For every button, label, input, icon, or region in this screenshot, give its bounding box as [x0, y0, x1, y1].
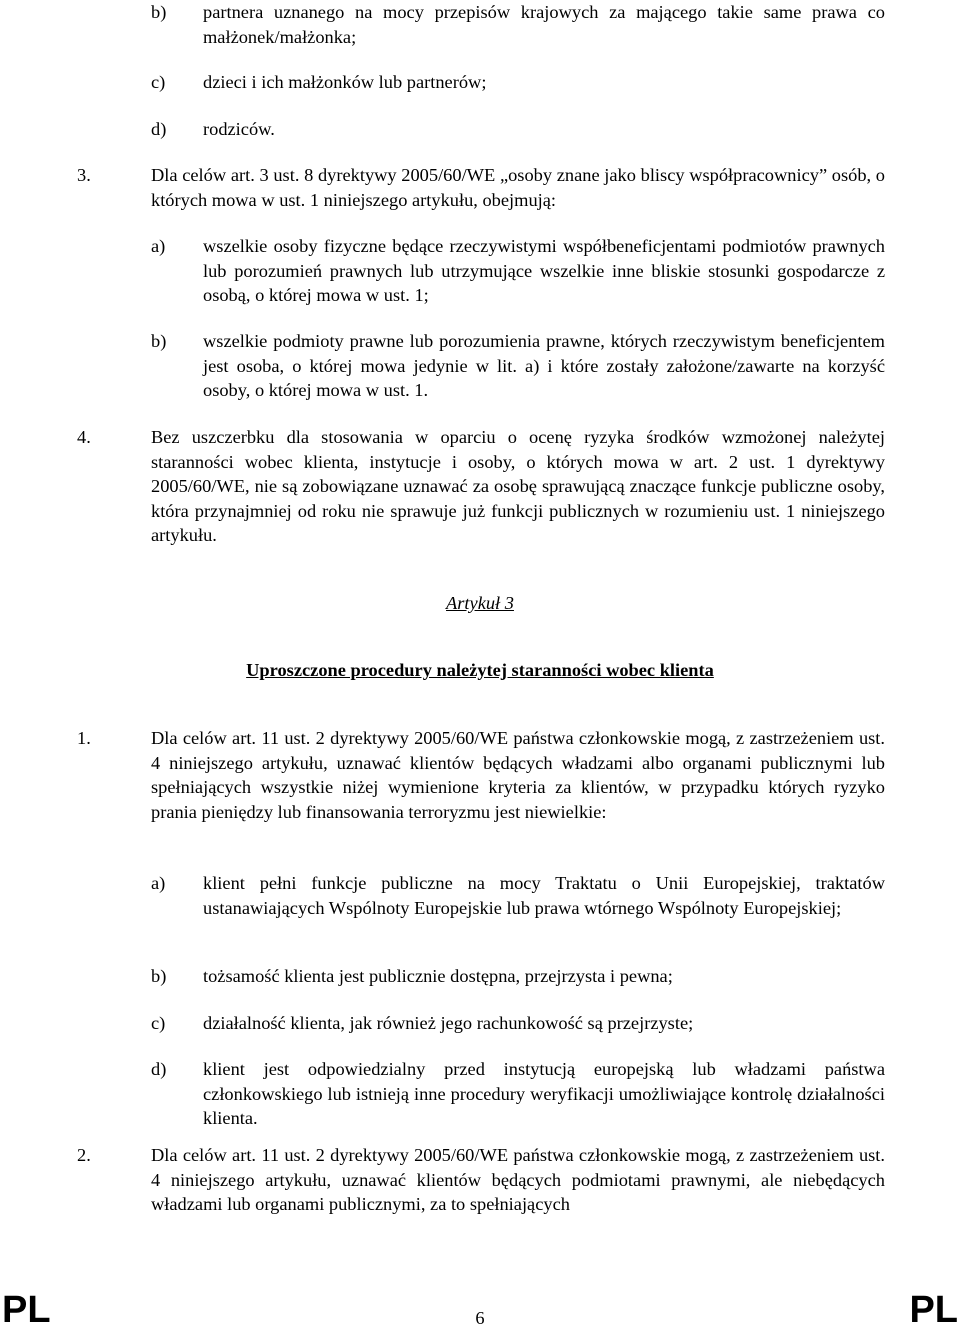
item-text: klient jest odpowiedzialny przed instytucją europejską lub władzami państwa członkowskiego lub istnieją inne procedury weryfikacji umożliwiające kontrolę działalności klienta.: [203, 1059, 885, 1129]
page-number: 6: [475, 1308, 485, 1328]
paragraph-text: Dla celów art. 3 ust. 8 dyrektywy 2005/60/WE „osoby znane jako bliscy współpracownicy” osób, o których mowa w ust. 1 niniejszego artykułu, obejmują:: [151, 165, 885, 210]
item-text: klient pełni funkcje publiczne na mocy Traktatu o Unii Europejskiej, traktatów ustanawiających Wspólnoty Europejskie lub prawa wtórnego Wspólnoty Europejskiej;: [203, 873, 885, 918]
paragraph-number: 2.: [77, 1145, 91, 1165]
item-text: tożsamość klienta jest publicznie dostępna, przejrzysta i pewna;: [203, 966, 673, 986]
item-text: wszelkie podmioty prawne lub porozumienia prawne, których rzeczywistym beneficjentem jest osoba, o której mowa jedynie w lit. a) i które zostały założone/zawarte na korzyść osoby, o której mowa w ust. 1.: [203, 331, 885, 401]
item-text: dzieci i ich małżonków lub partnerów;: [203, 72, 487, 92]
item-marker: c): [151, 72, 166, 92]
item-marker: b): [151, 331, 167, 351]
item-marker: c): [151, 1013, 166, 1033]
language-code-left: PL: [2, 1289, 51, 1331]
item-marker: b): [151, 966, 167, 986]
article-title: Artykuł 3: [446, 593, 514, 613]
item-text: wszelkie osoby fizyczne będące rzeczywistymi współbeneficjentami podmiotów prawnych lub porozumień prawnych lub utrzymujące wszelkie inne bliskie stosunki gospodarcze z osobą, o której mowa w ust. 1;: [203, 236, 885, 306]
item-text: partnera uznanego na mocy przepisów krajowych za mającego takie same prawa co małżonek/małżonka;: [203, 2, 885, 47]
paragraph-number: 4.: [77, 427, 91, 447]
item-marker: d): [151, 1059, 167, 1079]
paragraph-text: Dla celów art. 11 ust. 2 dyrektywy 2005/60/WE państwa członkowskie mogą, z zastrzeżeniem ust. 4 niniejszego artykułu, uznawać klientów będących władzami albo organami publicznymi lub spełniających wszystkie niżej wymienione kryteria za klientów, w przypadku których ryzyko prania pieniędzy lub finansowania terroryzmu jest niewielkie:: [151, 728, 885, 822]
paragraph-number: 1.: [77, 728, 91, 748]
paragraph-text: Bez uszczerbku dla stosowania w oparciu o ocenę ryzyka środków wzmożonej należytej staranności wobec klienta, instytucje i osoby, o których mowa w art. 2 ust. 1 dyrektywy 2005/60/WE, nie są zobowiązane uznawać za osobę sprawującą znaczące funkcje publiczne osoby, która przynajmniej od roku nie sprawuje już funkcji publicznych w rozumieniu ust. 1 niniejszego artykułu.: [151, 427, 885, 546]
item-marker: b): [151, 2, 167, 22]
item-marker: a): [151, 236, 166, 256]
item-marker: a): [151, 873, 166, 893]
item-marker: d): [151, 119, 167, 139]
paragraph-number: 3.: [77, 165, 91, 185]
item-text: rodziców.: [203, 119, 275, 139]
article-subtitle: Uproszczone procedury należytej staranności wobec klienta: [246, 660, 714, 680]
paragraph-text: Dla celów art. 11 ust. 2 dyrektywy 2005/60/WE państwa członkowskie mogą, z zastrzeżeniem ust. 4 niniejszego artykułu, uznawać klientów będących podmiotami prawnymi, ale niebędących władzami lub organami publicznymi, za to spełniających: [151, 1145, 885, 1215]
item-text: działalność klienta, jak również jego rachunkowość są przejrzyste;: [203, 1013, 694, 1033]
language-code-right: PL: [909, 1289, 958, 1331]
